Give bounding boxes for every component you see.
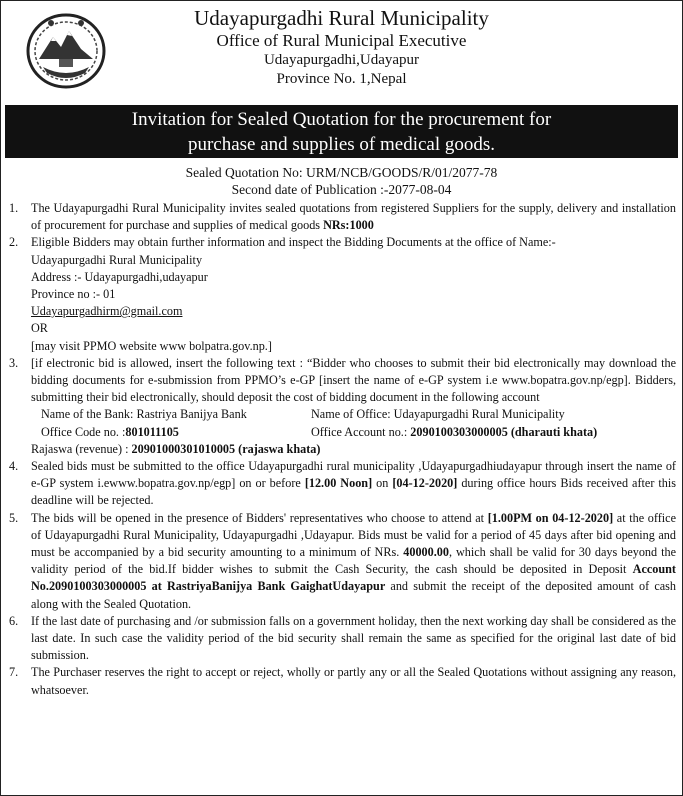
item-5-text-3: , which shall be valid for 30 days beyond the validity period of the bid.If bidder wishes to submit the Cash Security, the cash should be deposited in Deposit (31, 545, 676, 577)
header (1, 7, 682, 89)
office-code: 801011105 (125, 424, 179, 439)
item-5-text-2: at the office of Udayapurgadhi Rural Municipality, Udayapurgadhi ,Udayapur. Bids must be valid for a period of 45 days after bid opening and must be accompanied by a bid security amounting to a minimum of NRs. (31, 510, 676, 560)
publication-date: Second date of Publication :-2077-08-04 (231, 182, 452, 197)
list-item (9, 613, 676, 665)
account-row-3 (31, 441, 676, 458)
deadline-date: [04-12-2020] (392, 476, 458, 491)
bank-name: Name of the Bank: Rastriya Banijya Bank (41, 407, 247, 422)
item-4-text-3: during office hours Bids received after this deadline will be rejected. (31, 476, 676, 508)
account-row-1 (31, 406, 676, 423)
item-number: 7. (9, 665, 19, 680)
banner-line-1: Invitation for Sealed Quotation for the procurement for (131, 109, 552, 130)
item-4-text-2: on (372, 476, 393, 491)
item-7-text: The Purchaser reserves the right to accept or reject, wholly or partly any or all the Sealed Quotations without assigning any reason, whatsoever. (31, 665, 676, 697)
item-text (31, 234, 676, 354)
rajaswa-account: 20901000301010005 (rajaswa khata) (131, 441, 321, 456)
list-item (9, 234, 676, 354)
item-5-text-4: and submit the receipt of the deposited amount of cash along with the Sealed Quotation. (31, 579, 677, 611)
item-3-text: [if electronic bid is allowed, insert the following text : “Bidder who chooses to submit their bid electronically may download the bidding documents for e-submission from PPMO’s e-GP [insert the name of e-GP system i.e www.bopatra.gov.np/egp]. Bidders, submitting their bid electronically, should deposit the cost of bidding document in the following account (31, 355, 676, 405)
deposit-account: Account No.2090100303000005 at RastriyaBanijya Bank GaighatUdayapur (31, 562, 676, 594)
office-account-label: Office Account no.: (311, 424, 411, 439)
item-number: 4. (9, 459, 19, 474)
list-item (9, 355, 676, 458)
banner-line-2: purchase and supplies of medical goods. (187, 134, 496, 155)
item-text (31, 458, 676, 510)
item-5-text-1: The bids will be opened in the presence of Bidders' representatives who choose to attend at (31, 510, 488, 525)
office-account: 2090100303000005 (dharauti khata) (410, 424, 598, 439)
quotation-number: Sealed Quotation No: URM/NCB/GOODS/R/01/2077-78 (185, 165, 498, 180)
item-number: 6. (9, 613, 19, 628)
list-item (9, 510, 676, 613)
org-name: Udayapurgadhi Rural Municipality (194, 6, 489, 30)
item-1-text: The Udayapurgadhi Rural Municipality invites sealed quotations from registered Suppliers for the supply, delivery and installation of procurement for purchase and supplies of medical goods (31, 201, 676, 233)
item-number: 2. (9, 235, 19, 250)
item-2-line-1: Eligible Bidders may obtain further information and inspect the Bidding Documents at the office of Name:- (31, 235, 556, 250)
document-fee: NRs:1000 (323, 218, 374, 233)
list-item (9, 200, 676, 234)
title-banner (5, 105, 678, 158)
item-2-website: [may visit PPMO website www bolpatra.gov.np.] (31, 338, 272, 353)
office-name: Office of Rural Municipal Executive (216, 31, 467, 50)
email-link[interactable]: Udayapurgadhirm@gmail.com (31, 304, 183, 319)
office-name-field: Name of Office: Udayapurgadhi Rural Municipality (311, 407, 565, 422)
item-2-province: Province no :- 01 (31, 287, 116, 302)
office-code-label: Office Code no. : (41, 424, 126, 439)
item-text (31, 510, 676, 613)
item-2-address: Address :- Udayapurgadhi,udayapur (31, 269, 208, 284)
address-line-1: Udayapurgadhi,Udayapur (263, 52, 420, 68)
rajaswa-label: Rajaswa (revenue) : (31, 441, 132, 456)
item-text (31, 200, 676, 234)
item-2-or: OR (31, 321, 48, 336)
item-2-line-2: Udayapurgadhi Rural Municipality (31, 252, 203, 267)
item-number: 3. (9, 355, 19, 370)
account-row-2 (31, 424, 676, 441)
opening-time: [1.00PM on 04-12-2020] (487, 510, 614, 525)
notice-body (9, 200, 676, 699)
bid-security-amount: 40000.00 (403, 545, 449, 560)
item-6-text: If the last date of purchasing and /or submission falls on a government holiday, then the next working day shall be considered as the last date. In such case the validity period of the bid security shall remain the same as specified for the original last date of bid submission. (31, 613, 676, 663)
item-4-text-1: Sealed bids must be submitted to the office Udayapurgadhi rural municipality ,Udayapurgadhiudayapur through insert the name of e-GP system i.ewww.bopatra.gov.np/egp] on or before (31, 459, 676, 491)
deadline-time: [12.00 Noon] (304, 476, 373, 491)
list-item (9, 664, 676, 698)
item-number: 1. (9, 201, 19, 215)
item-text (31, 355, 676, 458)
address-line-2: Province No. 1,Nepal (276, 71, 407, 87)
item-number: 5. (9, 510, 19, 525)
list-item (9, 458, 676, 510)
reference-block (1, 164, 682, 198)
